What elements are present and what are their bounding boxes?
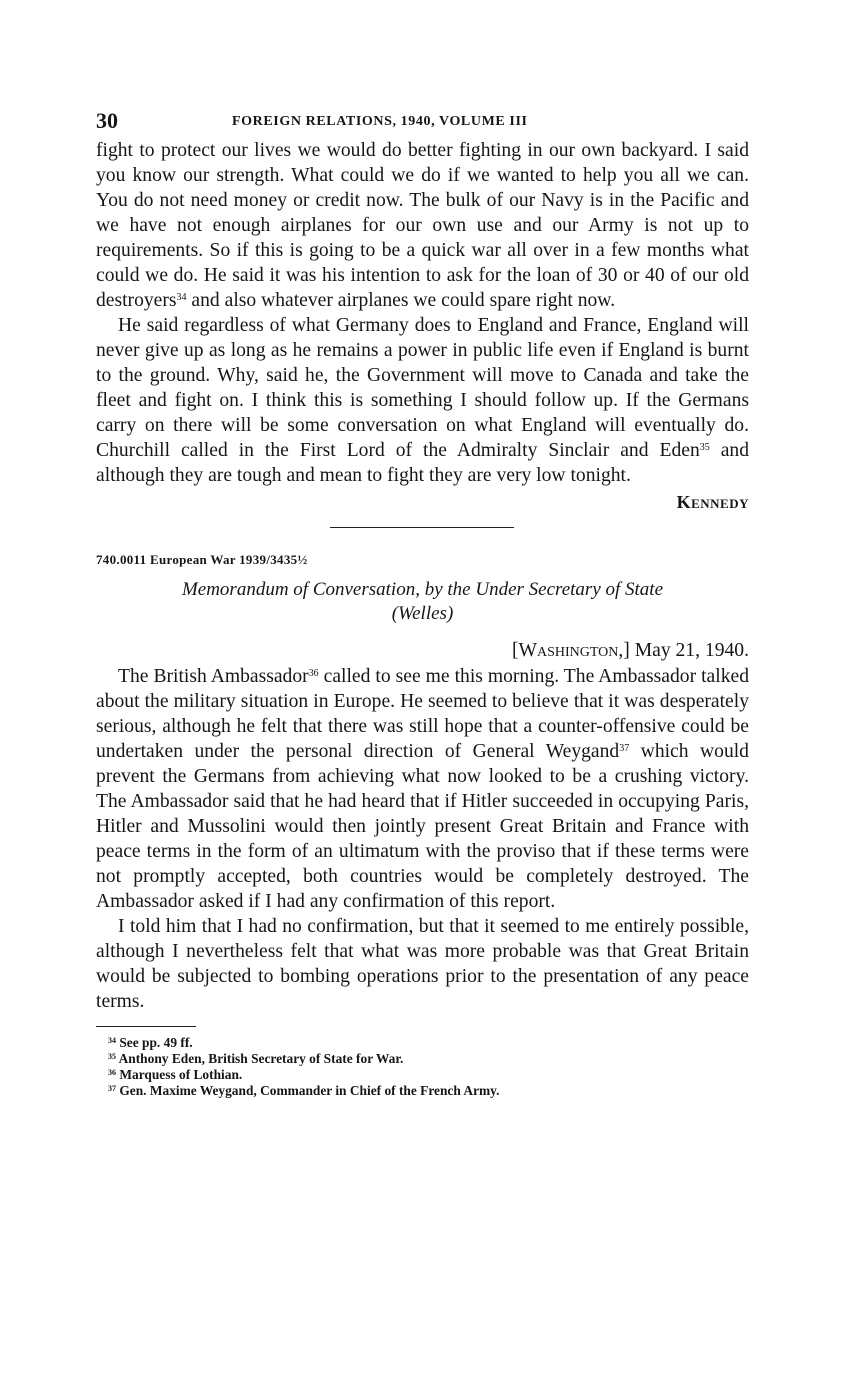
memo-title: Memorandum of Conversation, by the Under Secretary of State (Welles) [181,579,664,624]
signature: Kennedy [676,492,749,512]
footnote-ref-34: 34 [176,292,187,303]
footnote: $^{34}$ See pp. 49 ff. [108,1035,193,1050]
footnote-ref-37: 37 [619,743,630,754]
dateline-date: May 21, 1940. [629,640,749,661]
running-title: FOREIGN RELATIONS, 1940, VOLUME III [232,114,528,129]
file-number: 740.0011 European War 1939/3435½ [96,552,308,567]
footnote-ref-36: 36 [308,668,319,679]
document-page [96,108,749,1099]
footnote-ref-35: 35 [699,442,710,453]
section-divider [330,527,514,528]
continuation-paragraph-1: fight to protect our lives we would do better fighting in our own backyard. I said you know our strength. What could we do if we wanted to help you all we can. You do not need money or credit now. The bulk of our Navy is in the Pacific and we have not enough airplanes for our own use and our Army is not up to requirements. So if this is going to be a quick war all over in a few months what could we do. He said it was his intention to ask for the loan of 30 or 40 of our old destroyers$^{34}$ and also whatever airplanes we could spare right now. [96,140,749,311]
footnote: $^{36}$ Marquess of Lothian. [108,1067,243,1082]
footnote: $^{35}$ Anthony Eden, British Secretary of State for War. [108,1051,404,1066]
footnotes [96,1035,749,1099]
dateline [96,638,749,664]
page-number: 30 [96,108,118,133]
footnote: $^{37}$ Gen. Maxime Weygand, Commander in Chief of the French Army. [108,1083,500,1098]
footnote-rule [96,1026,196,1027]
dateline-place: [Washington,] [511,640,630,661]
continuation-paragraph-2: He said regardless of what Germany does to England and France, England will never give up as long as he remains a power in public life even if England is burnt to the ground. Why, said he, the Government will move to Canada and take the fleet and fight on. I think this is something I should follow up. If the Germans carry on there will be some conversation on what England will eventually do. Churchill called in the First Lord of the Admiralty Sinclair and Eden$^{35}$ and although they are tough and mean to fight they are very low tonight. [96,315,749,486]
page-header [96,108,749,138]
memo-paragraph-2: I told him that I had no confirmation, but that it seemed to me entirely possible, although I nevertheless felt that what was more probable was that Great Britain would be subjected to bombing operations prior to the presentation of any peace terms. [96,916,749,1012]
memo-paragraph-1: The British Ambassador$^{36}$ called to see me this morning. The Ambassador talked about the military situation in Europe. He seemed to believe that it was desperately serious, although he felt that there was still hope that a counter-offensive could be undertaken under the personal direction of General Weygand$^{37}$ which would prevent the Germans from achieving what now looked to be a crushing victory. The Ambassador said that he had heard that if Hitler succeeded in occupying Paris, Hitler and Mussolini would then jointly present Great Britain and France with peace terms in the form of an ultimatum with the proviso that if these terms were not promptly accepted, both countries would be completely destroyed. The Ambassador asked if I had any confirmation of this report. [96,666,749,912]
